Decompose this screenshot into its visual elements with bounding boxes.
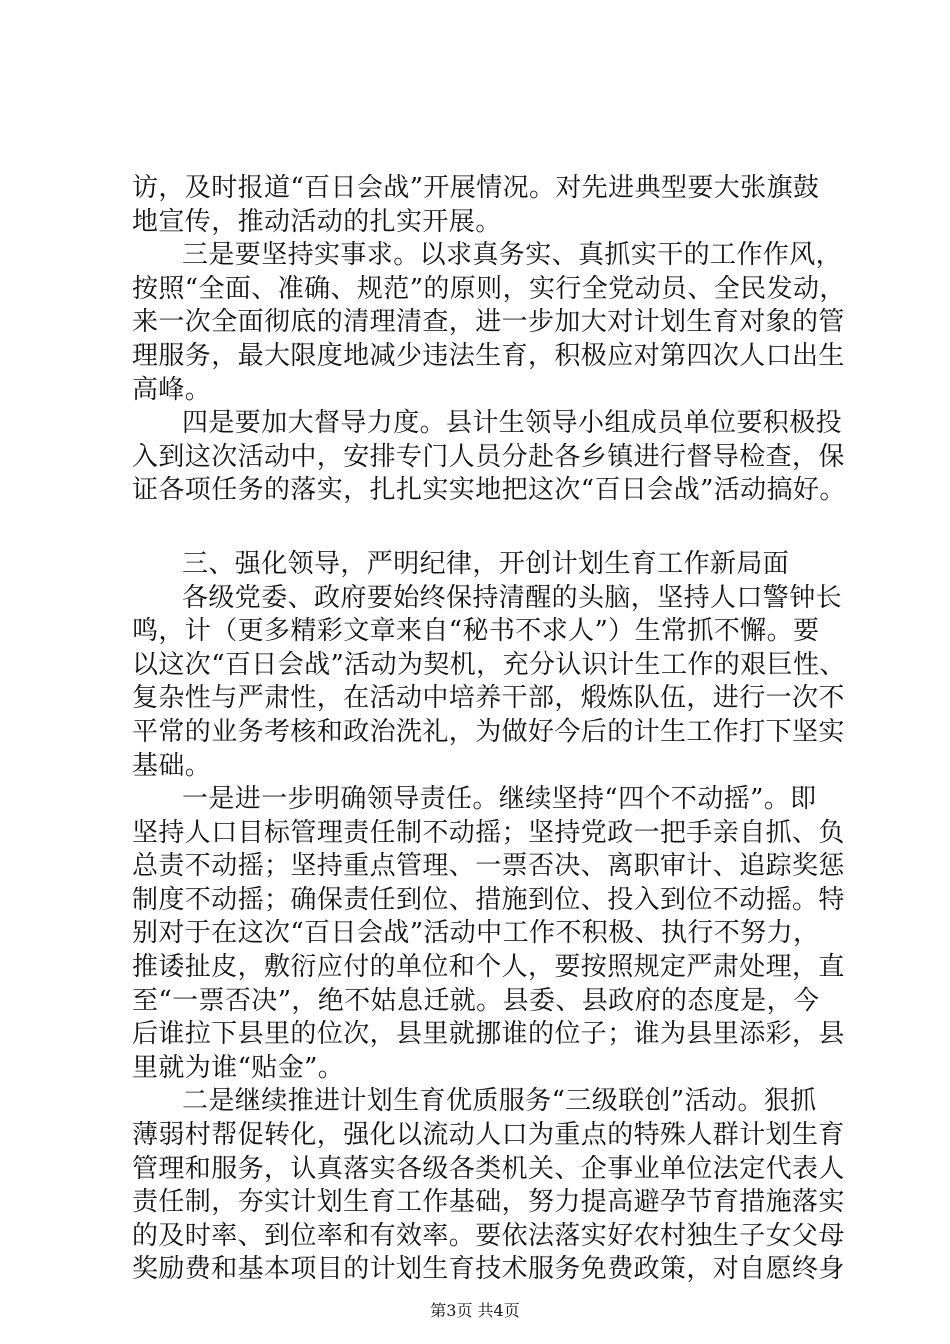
text-line: 平常的业务考核和政治洗礼，为做好今后的计生工作打下坚实 <box>132 716 845 747</box>
text-line: 基础。 <box>132 750 212 781</box>
text-line: 以这次“百日会战”活动为契机，充分认识计生工作的艰巨性、 <box>132 649 846 680</box>
text-line: 地宣传，推动活动的扎实开展。 <box>132 206 502 237</box>
text-line: 总责不动摇；坚持重点管理、一票否决、离职审计、追踪奖惩 <box>132 851 845 882</box>
paragraph-point-one <box>132 783 862 1085</box>
document-body <box>132 172 862 1287</box>
section-spacer <box>132 508 862 548</box>
text-line: 薄弱村帮促转化，强化以流动人口为重点的特殊人群计划生育 <box>132 1120 845 1151</box>
paragraph-point-two <box>132 1085 862 1287</box>
text-line: 责任制，夯实计划生育工作基础，努力提高避孕节育措施落实 <box>132 1187 845 1218</box>
text-line: 鸣，计（更多精彩文章来自“秘书不求人”）生常抓不懈。要 <box>132 616 820 647</box>
text-line: 坚持人口目标管理责任制不动摇；坚持党政一把手亲自抓、负 <box>132 817 845 848</box>
text-line: 奖励费和基本项目的计划生育技术服务免费政策，对自愿终身 <box>132 1254 845 1285</box>
text-line: 访，及时报道“百日会战”开展情况。对先进典型要大张旗鼓 <box>132 173 820 203</box>
text-line: 里就为谁“贴金”。 <box>132 1052 345 1083</box>
paragraph-continuation <box>132 172 862 239</box>
text-line: 管理和服务，认真落实各级各类机关、企事业单位法定代表人 <box>132 1153 845 1184</box>
text-line: 三是要坚持实事求。以求真务实、真抓实干的工作作风， <box>182 240 843 271</box>
text-line: 的及时率、到位率和有效率。要依法落实好农村独生子女父母 <box>132 1220 845 1251</box>
section-heading: 三、强化领导，严明纪律，开创计划生育工作新局面 <box>182 548 790 579</box>
text-line: 按照“全面、准确、规范”的原则，实行全党动员、全民发动， <box>132 273 846 304</box>
text-line: 证各项任务的落实，扎扎实实地把这次“百日会战”活动搞好。 <box>132 475 846 506</box>
text-line: 各级党委、政府要始终保持清醒的头脑，坚持人口警钟长 <box>182 582 843 613</box>
page-footer: 第3页 共4页 <box>430 1301 520 1320</box>
text-line: 推诿扯皮，敷衍应付的单位和个人，要按照规定严肃处理，直 <box>132 952 845 983</box>
paragraph-point-three <box>132 239 862 407</box>
text-line: 四是要加大督导力度。县计生领导小组成员单位要积极投 <box>182 408 843 439</box>
paragraph-section-intro <box>132 582 862 784</box>
text-line: 理服务，最大限度地减少违法生育，积极应对第四次人口出生 <box>132 340 845 371</box>
text-line: 高峰。 <box>132 374 212 405</box>
paragraph-point-four <box>132 407 862 508</box>
text-line: 至“一票否决”，绝不姑息迁就。县委、县政府的态度是，今 <box>132 985 820 1016</box>
text-line: 来一次全面彻底的清理清查，进一步加大对计划生育对象的管 <box>132 307 845 338</box>
text-line: 复杂性与严肃性，在活动中培养干部，煅炼队伍，进行一次不 <box>132 683 845 714</box>
text-line: 入到这次活动中，安排专门人员分赴各乡镇进行督导检查，保 <box>132 441 845 472</box>
text-line: 二是继续推进计划生育优质服务“三级联创”活动。狠抓 <box>182 1086 817 1117</box>
text-line: 别对于在这次“百日会战”活动中工作不积极、执行不努力， <box>132 918 820 949</box>
text-line: 一是进一步明确领导责任。继续坚持“四个不动摇”。即 <box>182 784 817 815</box>
text-line: 制度不动摇；确保责任到位、措施到位、投入到位不动摇。特 <box>132 884 845 915</box>
text-line: 后谁拉下县里的位次，县里就挪谁的位子；谁为县里添彩，县 <box>132 1019 845 1050</box>
